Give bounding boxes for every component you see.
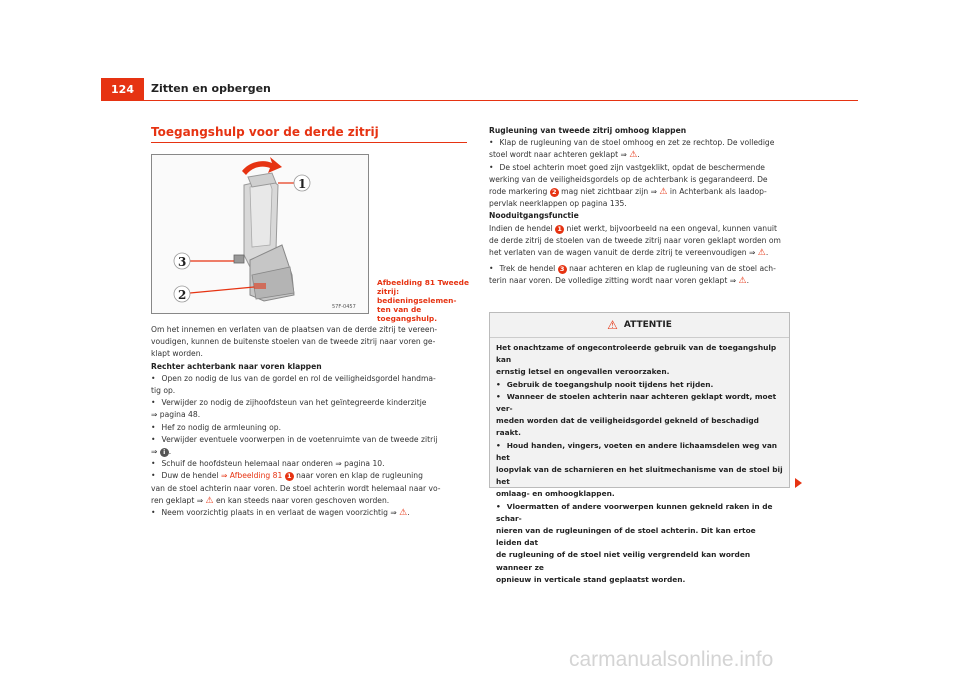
right-column — [489, 125, 794, 288]
figure-code: 57F-0457 — [332, 304, 356, 310]
warning-triangle-icon[interactable]: ⚠ — [399, 508, 408, 519]
warning-triangle-icon[interactable]: ⚠ — [629, 150, 638, 161]
list-item: • Open zo nodig de lus van de gordel en rol de veiligheidsgordel handma- — [151, 373, 471, 385]
list-item: • De stoel achterin moet goed zijn vastgeklikt, opdat de beschermende — [489, 162, 794, 174]
callout-ref-1: 1 — [555, 225, 564, 234]
callout-2: 2 — [178, 288, 187, 302]
list-item-cont: ren geklapt ⇒ ⚠ en kan steeds naar voren geschoven worden. — [151, 495, 390, 506]
list-item-cont: rode markering 2 mag niet zichtbaar zijn ⇒ ⚠ in Achterbank als laadop- — [489, 187, 767, 198]
callout-ref-1: 1 — [285, 472, 294, 481]
callout-3: 3 — [178, 255, 187, 269]
list-item: • Duw de hendel ⇒ Afbeelding 81 1 naar voren en klap de rugleuning — [151, 470, 471, 482]
callout-1: 1 — [298, 177, 307, 191]
attention-header — [490, 313, 789, 338]
list-item-cont: ⇒ i . — [151, 447, 172, 457]
info-icon[interactable]: i — [160, 448, 169, 457]
list-item: • Verwijder zo nodig de zijhoofdsteun van het geïntegreerde kinderzitje — [151, 397, 471, 409]
section-divider — [151, 142, 467, 143]
page-link[interactable]: ⇒ pagina 48. — [151, 410, 201, 420]
list-item: • Trek de hendel 3 naar achteren en klap de rugleuning van de stoel ach- — [489, 263, 794, 275]
list-item-cont: van de stoel achterin naar voren. De stoel achterin wordt helemaal naar vo- — [151, 483, 441, 493]
warning-triangle-icon: ⚠ — [607, 318, 618, 332]
paragraph-line: de derde zitrij de stoelen van de tweede zitrij naar voren geklapt worden om — [489, 235, 781, 245]
warning-triangle-icon[interactable]: ⚠ — [205, 495, 214, 506]
intro-line: Om het innemen en verlaten van de plaatsen van de derde zitrij te vereen- — [151, 325, 438, 334]
warning-triangle-icon[interactable]: ⚠ — [738, 276, 747, 287]
intro-line: klapt worden. — [151, 349, 203, 359]
attention-body: Het onachtzame of ongecontroleerde gebruik van de toegangshulp kan ernstig letsel en ongevallen veroorzaken. • Gebruik de toegangshulp nooit tijdens het rijden. • Wanneer de stoelen achterin naar achteren geklapt wordt, moet ver- meden worden dat de veiligheidsgordel gekneld of beschadigd raakt. • Houd handen, vingers, voeten en andere lichaamsdelen weg van het loopvlak van de scharnieren en het sluitmechanisme van de stoel bij het omlaag- en omhoogklappen. • Vloermatten of andere voorwerpen kunnen gekneld raken in de schar- nieren van de rugleuningen of de stoel achterin. Dit kan ertoe leiden dat de rugleuning of de stoel niet veilig vergrendeld kan worden wanneer ze opnieuw in verticale stand geplaatst worden. — [490, 338, 789, 590]
list-item-cont: stoel wordt naar achteren geklapt ⇒ ⚠. — [489, 150, 640, 161]
list-item-cont: werking van de veiligheidsgordels op de achterbank is gegarandeerd. De — [489, 174, 768, 184]
warning-triangle-icon[interactable]: ⚠ — [757, 248, 766, 259]
page-number: 124 — [101, 78, 144, 100]
intro-line: voudigen, kunnen de buitenste stoelen van de tweede zitrij naar voren ge- — [151, 337, 436, 347]
fold-arrow-icon — [242, 157, 282, 175]
chapter-title: Zitten en opbergen — [151, 82, 271, 95]
paragraph-line: het verlaten van de wagen vanuit de derde zitrij te vereenvoudigen ⇒ ⚠. — [489, 248, 769, 259]
list-item: • Hef zo nodig de armleuning op. — [151, 422, 471, 434]
section-title: Toegangshulp voor de derde zitrij — [151, 125, 379, 139]
warning-triangle-icon[interactable]: ⚠ — [659, 187, 668, 198]
list-item: • Klap de rugleuning van de stoel omhoog en zet ze rechtop. De volledige — [489, 137, 794, 149]
header-divider — [101, 100, 858, 101]
callout-ref-3: 3 — [558, 265, 567, 274]
seat-illustration — [152, 155, 368, 313]
subheading-fold-back: Rugleuning van tweede zitrij omhoog klappen — [489, 126, 687, 135]
seat-figure — [151, 154, 369, 314]
next-page-arrow-icon[interactable] — [795, 478, 802, 488]
list-item: • Schuif de hoofdsteun helemaal naar onderen ⇒ pagina 10. — [151, 458, 471, 470]
list-item: • Neem voorzichtig plaats in en verlaat de wagen voorzichtig ⇒ ⚠. — [151, 507, 471, 519]
figure-caption: Afbeelding 81 Tweede zitrij: bedieningselemen- ten van de toegangshulp. — [377, 278, 469, 323]
left-column — [151, 324, 471, 519]
callout-ref-2: 2 — [550, 188, 559, 197]
list-item: • Verwijder eventuele voorwerpen in de voetenruimte van de tweede zitrij — [151, 434, 471, 446]
paragraph-line: Indien de hendel 1 niet werkt, bijvoorbeeld na een ongeval, kunnen vanuit — [489, 223, 778, 233]
figure-link[interactable]: ⇒ Afbeelding 81 — [221, 471, 283, 481]
list-item-cont: tig op. — [151, 386, 176, 396]
list-item-cont: terin naar voren. De volledige zitting wordt naar voren geklapt ⇒ ⚠. — [489, 276, 750, 287]
subheading-emergency: Nooduitgangsfunctie — [489, 211, 579, 221]
attention-box — [489, 312, 790, 584]
watermark: carmanualsonline.info — [569, 648, 774, 671]
subheading-fold-forward: Rechter achterbank naar voren klappen — [151, 361, 322, 371]
list-item-cont: pervlak neerklappen op pagina 135. — [489, 199, 627, 209]
attention-title: ATTENTIE — [623, 320, 672, 330]
